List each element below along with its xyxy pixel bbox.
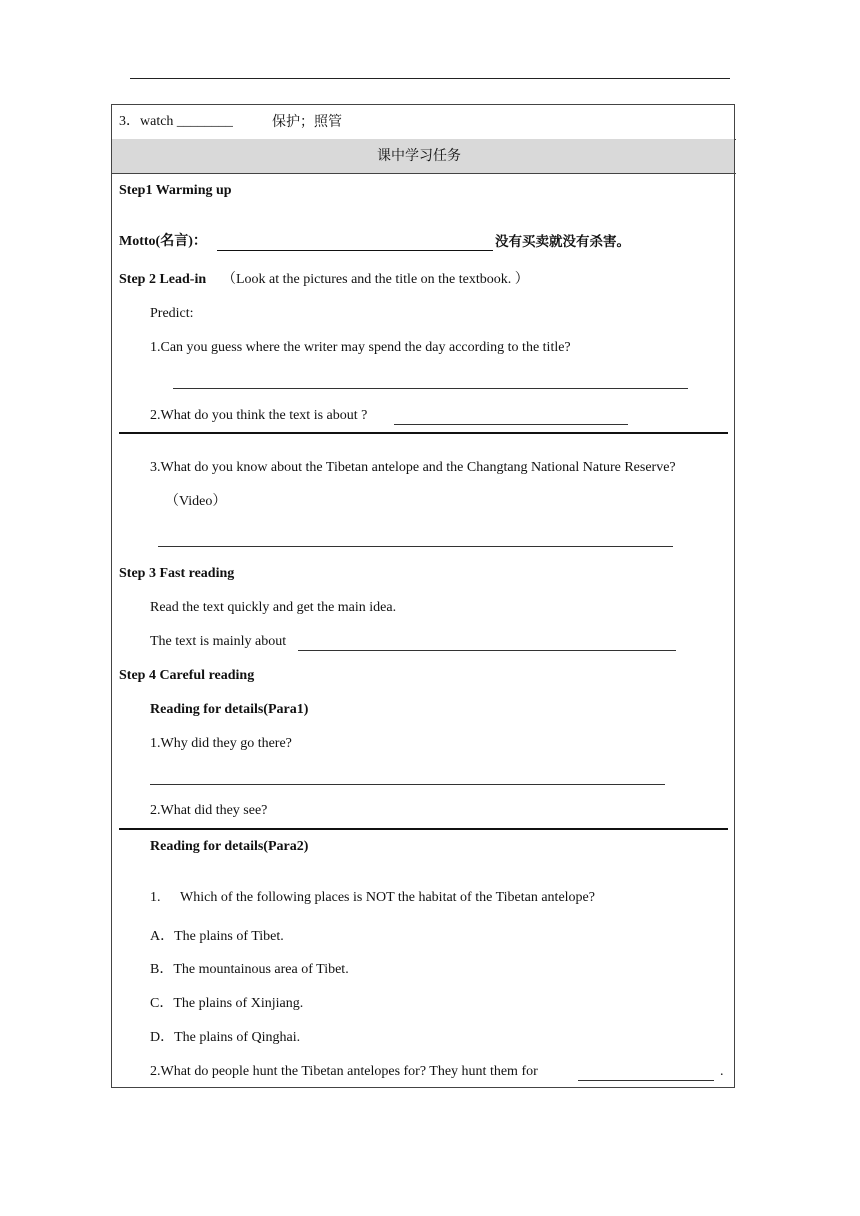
motto-text: 没有买卖就没有杀害。 [495, 234, 630, 250]
para2-question-2-end: . [720, 1064, 724, 1079]
para2-question-1-number: 1. [150, 890, 161, 905]
motto-label: Motto(名言)： [119, 234, 207, 249]
answer-blank-1[interactable] [173, 388, 688, 389]
answer-blank-2[interactable] [394, 424, 628, 425]
step2-title: Step 2 Lead-in [119, 272, 207, 287]
step3-instruction: Read the text quickly and get the main idea. [150, 600, 397, 615]
para2-question-2: 2.What do people hunt the Tibetan antelopes for? They hunt them for [150, 1064, 538, 1079]
option-c: C．The plains of Xinjiang. [150, 996, 304, 1011]
question-3: 3.What do you know about the Tibetan antelope and the Changtang National Nature Reserve? [150, 460, 676, 475]
option-b: B．The mountainous area of Tibet. [150, 962, 349, 977]
question-3-note: （Video） [165, 494, 227, 509]
vocab-item-3-meaning: 保护；照管 [272, 114, 342, 130]
answer-blank-3[interactable] [158, 546, 673, 547]
para2-answer-blank[interactable] [578, 1080, 714, 1081]
option-d: D．The plains of Qinghai. [150, 1030, 301, 1045]
para2-title: Reading for details(Para2) [150, 839, 309, 854]
para2-question-1: Which of the following places is NOT the habitat of the Tibetan antelope? [180, 890, 595, 905]
vocab-item-3: 3．watch ________ [119, 114, 233, 129]
question-2: 2.What do you think the text is about ? [150, 408, 368, 423]
page-break-rule [119, 432, 728, 434]
step2-instruction: （Look at the pictures and the title on the textbook. ） [222, 272, 529, 287]
step4-title: Step 4 Careful reading [119, 668, 255, 683]
question-1: 1.Can you guess where the writer may spend the day according to the title? [150, 340, 571, 355]
para1-question-2: 2.What did they see? [150, 803, 268, 818]
para1-question-1: 1.Why did they go there? [150, 736, 292, 751]
main-idea-blank[interactable] [298, 650, 676, 651]
option-a: A．The plains of Tibet. [150, 929, 284, 944]
motto-blank[interactable] [217, 250, 493, 251]
para1-answer-blank[interactable] [150, 784, 665, 785]
predict-label: Predict: [150, 306, 194, 321]
para1-title: Reading for details(Para1) [150, 702, 309, 717]
main-idea-prompt: The text is mainly about [150, 634, 287, 649]
section-header: 课中学习任务 [377, 148, 461, 164]
row-divider [111, 173, 736, 174]
page-header-rule [130, 78, 730, 79]
step3-title: Step 3 Fast reading [119, 566, 235, 581]
page-break-rule [119, 828, 728, 830]
step1-title: Step1 Warming up [119, 183, 232, 198]
